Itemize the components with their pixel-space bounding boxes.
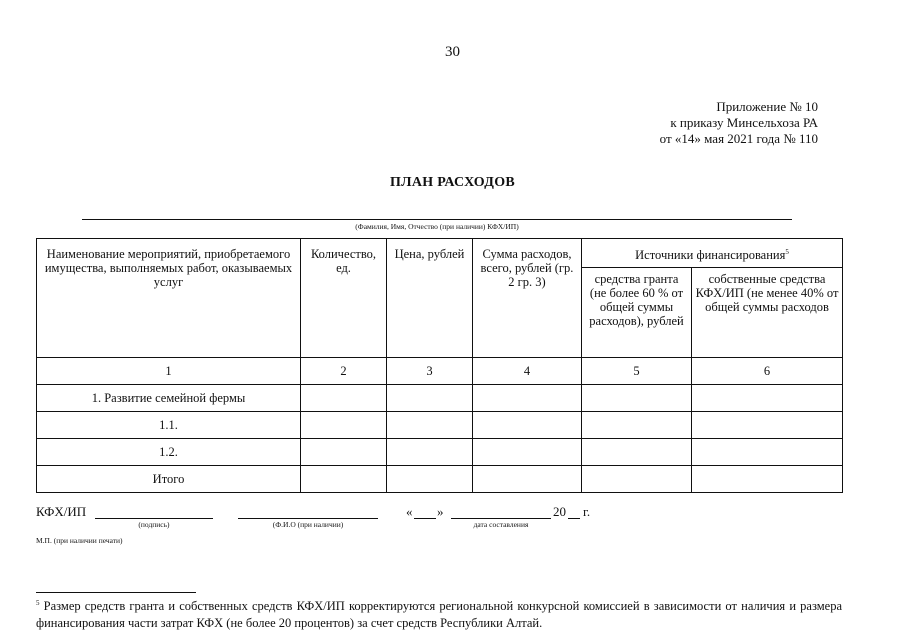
- column-number: 2: [301, 358, 387, 385]
- footnote-mark: 5: [36, 598, 40, 607]
- price-cell[interactable]: [387, 466, 473, 493]
- signature-caption: (подпись): [138, 520, 170, 529]
- row-name: 1.2.: [37, 439, 301, 466]
- stamp-note: М.П. (при наличии печати): [36, 536, 123, 545]
- own-funds-cell[interactable]: [692, 412, 843, 439]
- appendix-header: [660, 99, 818, 147]
- quantity-cell[interactable]: [301, 385, 387, 412]
- signature-label: КФХ/ИП: [36, 504, 87, 519]
- signature-line[interactable]: [95, 518, 213, 519]
- sum-cell[interactable]: [473, 385, 582, 412]
- quantity-cell[interactable]: [301, 439, 387, 466]
- column-number: 3: [387, 358, 473, 385]
- year-prefix: 20: [553, 504, 566, 519]
- appendix-line-3: от «14» мая 2021 года № 110: [659, 131, 818, 146]
- document-title: ПЛАН РАСХОДОВ: [389, 175, 516, 190]
- column-number: 1: [37, 358, 301, 385]
- appendix-line-2: к приказу Минсельхоза РА: [670, 115, 818, 130]
- column-number: 6: [692, 358, 843, 385]
- own-funds-cell[interactable]: [692, 466, 843, 493]
- footnote-ref: 5: [785, 247, 789, 256]
- header-funding-sources: [582, 239, 843, 268]
- date-open-quote: «: [406, 504, 413, 519]
- row-name: 1.1.: [37, 412, 301, 439]
- date-close-quote: »: [437, 504, 444, 519]
- year-suffix: г.: [583, 504, 591, 519]
- header-funding-sources-label: Источники финансирования: [635, 247, 786, 262]
- grant-cell[interactable]: [582, 466, 692, 493]
- table-row: [37, 385, 843, 412]
- column-numbers-row: [37, 358, 843, 385]
- name-caption: (Фамилия, Имя, Отчество (при наличии) КФХ/ИП): [355, 222, 519, 231]
- price-cell[interactable]: [387, 412, 473, 439]
- grant-cell[interactable]: [582, 385, 692, 412]
- fio-line[interactable]: [238, 518, 378, 519]
- day-line[interactable]: [414, 518, 436, 519]
- column-number: 4: [473, 358, 582, 385]
- sum-cell[interactable]: [473, 466, 582, 493]
- month-line[interactable]: [451, 518, 551, 519]
- footnote: [36, 598, 842, 632]
- quantity-cell[interactable]: [301, 412, 387, 439]
- own-funds-cell[interactable]: [692, 385, 843, 412]
- grant-cell[interactable]: [582, 439, 692, 466]
- sum-cell[interactable]: [473, 412, 582, 439]
- header-quantity: Количество, ед.: [301, 239, 387, 358]
- sum-cell[interactable]: [473, 439, 582, 466]
- own-funds-cell[interactable]: [692, 439, 843, 466]
- row-name: Итого: [37, 466, 301, 493]
- header-activity-name: Наименование мероприятий, приобретаемого имущества, выполняемых работ, оказываемых услуг: [37, 239, 301, 358]
- table-row: [37, 439, 843, 466]
- header-grant-funds: средства гранта (не более 60 % от общей суммы расходов), рублей: [582, 268, 692, 358]
- appendix-line-1: Приложение № 10: [716, 99, 818, 114]
- header-own-funds: собственные средства КФХ/ИП (не менее 40% от общей суммы расходов: [692, 268, 843, 358]
- name-input-line[interactable]: [82, 219, 792, 220]
- footnote-divider: [36, 592, 196, 593]
- header-price: Цена, рублей: [387, 239, 473, 358]
- price-cell[interactable]: [387, 439, 473, 466]
- date-caption: дата составления: [473, 520, 529, 529]
- expense-plan-table: [36, 238, 843, 493]
- table-row: [37, 412, 843, 439]
- price-cell[interactable]: [387, 385, 473, 412]
- column-number: 5: [582, 358, 692, 385]
- grant-cell[interactable]: [582, 412, 692, 439]
- quantity-cell[interactable]: [301, 466, 387, 493]
- header-total-sum: Сумма расходов, всего, рублей (гр. 2 гр. 3): [473, 239, 582, 358]
- footnote-text: Размер средств гранта и собственных средств КФХ/ИП корректируются региональной конкурсной комиссией в зависимости от наличия и размера финансирования части затрат КФХ (не более 20 процентов) за счет средств Республики Алтай.: [36, 599, 842, 630]
- fio-caption: (Ф.И.О (при наличии): [272, 520, 344, 529]
- year-line[interactable]: [568, 518, 580, 519]
- table-row-total: [37, 466, 843, 493]
- page-number: 30: [445, 44, 460, 60]
- row-name: 1. Развитие семейной фермы: [37, 385, 301, 412]
